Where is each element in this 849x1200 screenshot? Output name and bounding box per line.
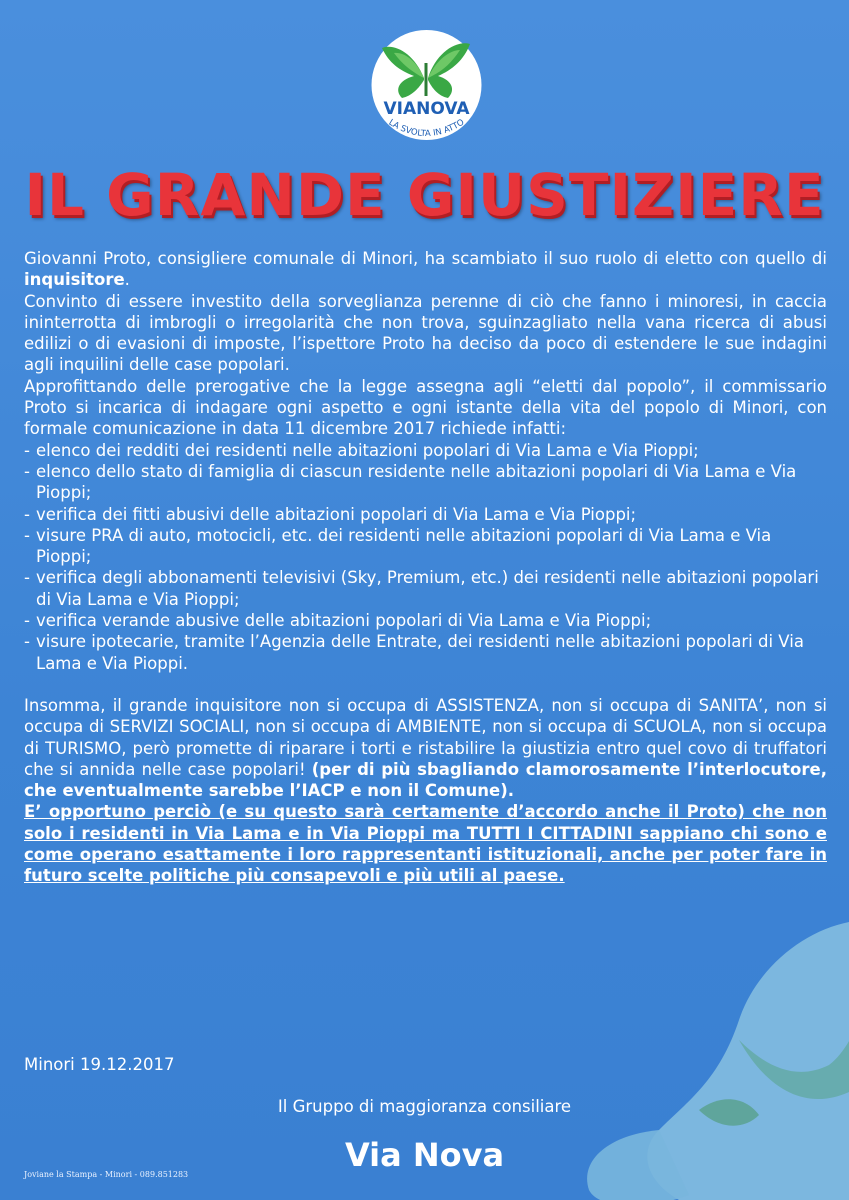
list-item-text: elenco dei redditi dei residenti nelle abitazioni popolari di Via Lama e Via Pioppi; <box>36 440 699 460</box>
list-dash: - <box>24 440 30 460</box>
intro-bold: inquisitore <box>24 270 125 290</box>
list-dash: - <box>24 461 30 481</box>
butterfly-logo-icon <box>364 18 489 153</box>
group-signature-line: Il Gruppo di maggioranza consiliare <box>277 1097 572 1116</box>
list-dash: - <box>24 568 30 588</box>
paragraph-4-bold: (per di più sbagliando clamorosamente l’interlocutore, che eventualmente sarebbe l’IACP e non il Comune). <box>24 759 827 801</box>
list-item <box>24 631 827 674</box>
list-item-text: verifica dei fitti abusivi delle abitazioni popolari di Via Lama e Via Pioppi; <box>36 504 637 524</box>
letter-body <box>24 248 827 887</box>
list-item <box>24 525 827 568</box>
spacer <box>24 674 827 695</box>
list-item <box>24 610 827 631</box>
list-item <box>24 461 827 504</box>
list-item-text: visure PRA di auto, motocicli, etc. dei residenti nelle abitazioni popolari di Via Lama e Via Pioppi; <box>36 525 772 567</box>
intro-end: . <box>124 270 130 290</box>
list-item <box>24 440 827 461</box>
page-title: IL GRANDE GIUSTIZIERE <box>24 161 825 229</box>
list-item <box>24 567 827 610</box>
list-item-text: elenco dello stato di famiglia di ciascun residente nelle abitazioni popolari di Via Lama e Via Pioppi; <box>36 461 797 503</box>
list-dash: - <box>24 504 30 524</box>
intro-paragraph <box>24 248 827 291</box>
paragraph-2: Convinto di essere investito della sorveglianza perenne di ciò che fanno i minoresi, in caccia ininterrotta di imbrogli o irregolarità che non trova, sguinzagliato nella vana ricerca di abusi edilizi o di evasioni di imposte, l’ispettore Proto ha deciso da poco di estendere le sue indagini agli inquilini delle case popolari. <box>24 291 827 375</box>
request-list <box>24 440 827 674</box>
paragraph-4-text: Insomma, il grande inquisitore non si occupa di ASSISTENZA, non si occupa di SANITA’, non si occupa di SERVIZI SOCIALI, non si occupa di AMBIENTE, non si occupa di SCUOLA, non si occupa di TURISMO, però promette di riparare i torti e ristabilire la giustizia entro quel covo di truffatori che si annida nelle case popolari! <box>24 695 827 779</box>
list-item-text: visure ipotecarie, tramite l’Agenzia delle Entrate, dei residenti nelle abitazioni popolari di Via Lama e Via Pioppi. <box>36 632 804 673</box>
logo-brand: VIANOVA <box>383 99 470 119</box>
list-item <box>24 504 827 525</box>
list-item-text: verifica verande abusive delle abitazioni popolari di Via Lama e Via Pioppi; <box>36 611 652 631</box>
list-dash: - <box>24 525 30 545</box>
paragraph-3: Approfittando delle prerogative che la legge assegna agli “eletti dal popolo”, il commissario Proto si incarica di indagare ogni aspetto e ogni istante della vita del popolo di Minori, con formale comunicazione in data 11 dicembre 2017 richiede infatti: <box>24 376 827 439</box>
list-dash: - <box>24 611 30 631</box>
logo-tagline: LA SVOLTA IN ATTO <box>386 117 467 140</box>
via-nova-logo <box>364 18 489 153</box>
list-dash: - <box>24 632 30 652</box>
signature: Via Nova <box>344 1136 505 1174</box>
printer-credit: Joviane la Stampa - Minori - 089.851283 <box>24 1170 189 1179</box>
date: Minori 19.12.2017 <box>24 1055 175 1074</box>
intro-text: Giovanni Proto, consigliere comunale di Minori, ha scambiato il suo ruolo di eletto con quello di <box>24 249 827 268</box>
paragraph-4 <box>24 695 827 801</box>
list-item-text: verifica degli abbonamenti televisivi (Sky, Premium, etc.) dei residenti nelle abitazioni popolari di Via Lama e Via Pioppi; <box>36 568 819 609</box>
paragraph-5: E’ opportuno perciò (e su questo sarà certamente d’accordo anche il Proto) che non solo i residenti in Via Lama e in Via Pioppi ma TUTTI I CITTADINI sappiano chi sono e come operano esattamente i loro rappresentanti istituzionali, anche per poter fare in futuro scelte politiche più consapevoli e più utili al paese. <box>24 802 827 886</box>
